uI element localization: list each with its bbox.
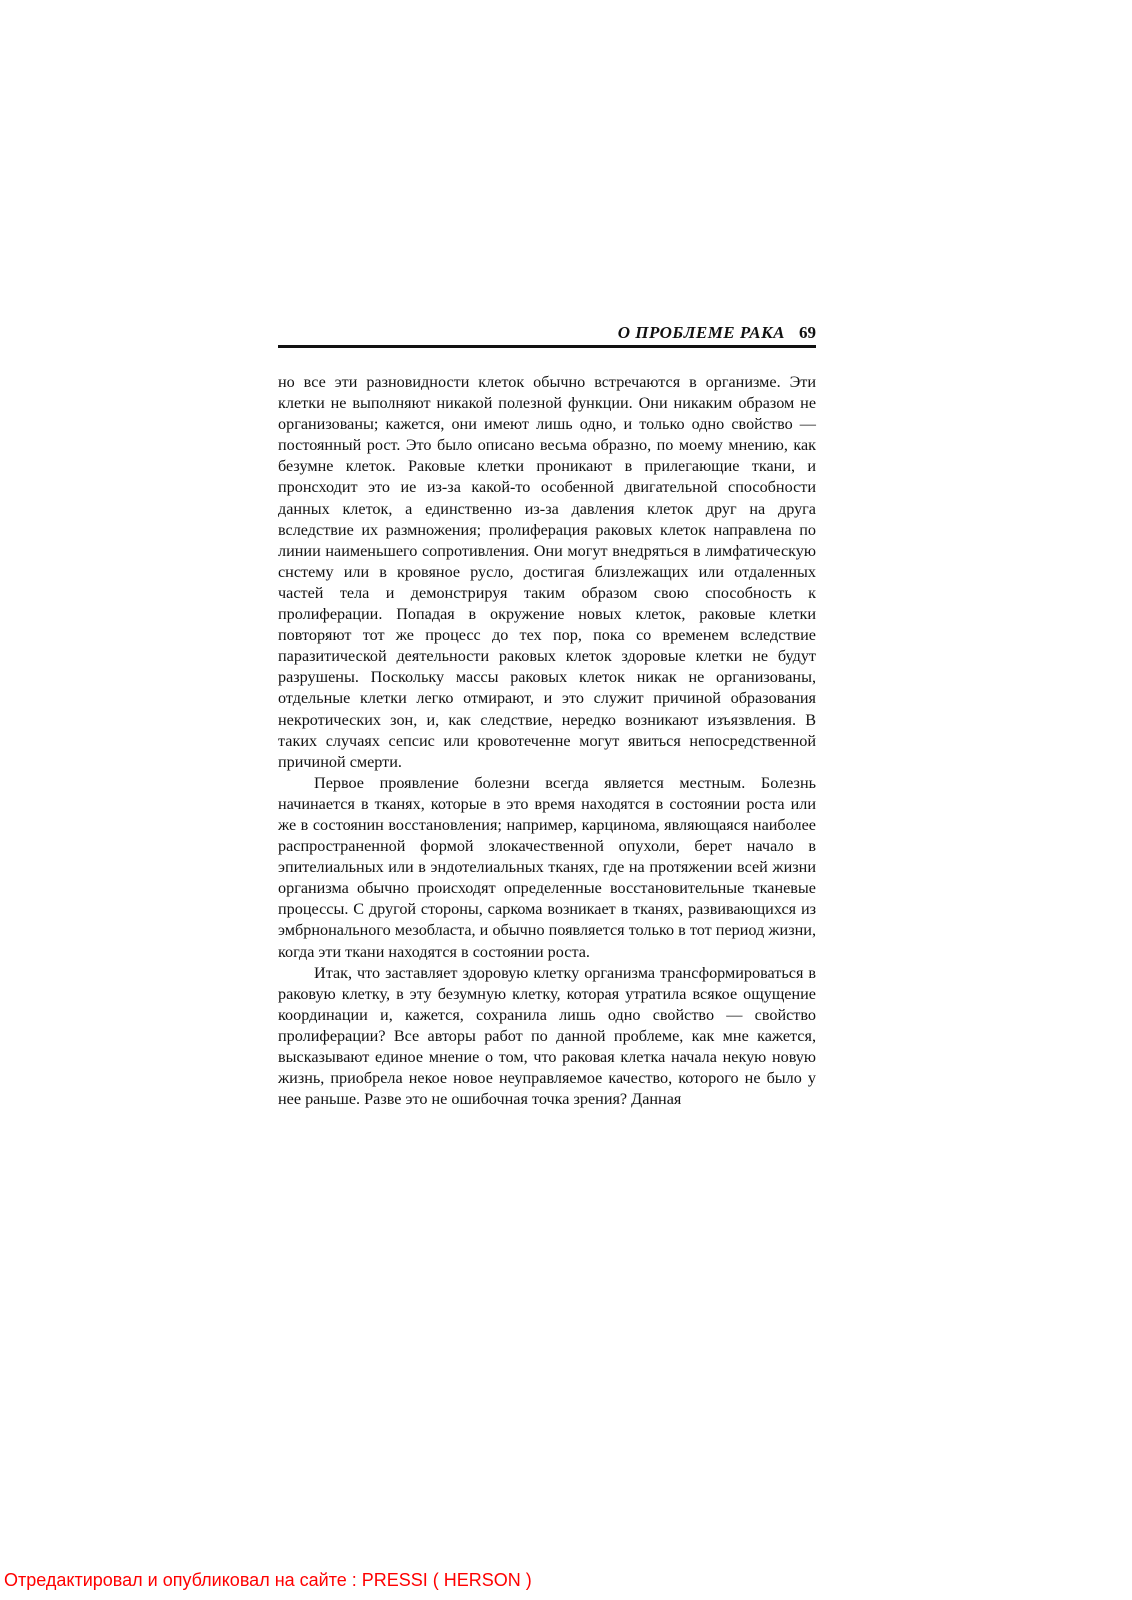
body-text [278, 372, 816, 1110]
page-number: 69 [799, 323, 816, 342]
running-title: О ПРОБЛЕМЕ РАКА [617, 323, 785, 342]
publisher-credit: Отредактировал и опубликовал на сайте : PRESSI ( HERSON ) [4, 1570, 532, 1590]
paragraph: Итак, что заставляет здоровую клетку организма трансформироваться в раковую клетку, в эту безумную клетку, которая утратила всякое ощущение координации и, кажется, сохранила лишь одно свойство — свойство пролиферации? Все авторы работ по данной проблеме, как мне кажется, высказывают единое мнение о том, что раковая клетка начала некую новую жизнь, приобрела некое новое неуправляемое качество, которого не было у нее раньше. Разве это не ошибочная точка зрения? Данная [278, 963, 816, 1109]
page-header [278, 318, 816, 348]
paragraph: но все эти разновидности клеток обычно встречаются в организме. Эти клетки не выполняют никакой полезной функции. Они никаким образом не организованы; кажется, они имеют лишь одно, и только одно свойство — постоянный рост. Это было описано весьма образно, по моему мнению, как безумне клеток. Раковые клетки проникают в прилегающие ткани, и пронсходит это ие из-за какой-то особенной двигательной способности данных клеток, а единственно из-за давления клеток друг на друга вследствие их размножения; пролиферация раковых клеток направлена по линии наименьшего сопротивления. Они могут внедряться в лимфатическую снстему или в кровяное русло, достигая близлежащих или отдаленных частей тела и демонстрируя таким образом свою способность к пролиферации. Попадая в окружение новых клеток, раковые клетки повторяют тот же процесс до тех пор, пока со временем вследствие паразитической деятельности раковых клеток здоровые клетки не будут разрушены. Поскольку массы раковых клеток никак не организованы, отдельные клетки легко отмирают, и это служит причиной образования некротических зон, и, как следствие, нередко возникают изъязвления. В таких случаях сепсис или кровотеченне могут явиться непосредственной причиной смерти. [278, 373, 816, 771]
paragraph: Первое проявление болезни всегда является местным. Болезнь начинается в тканях, которые в это время находятся в состоянии роста или же в состоянин восстановления; например, карцинома, являющаяся наиболее распространенной формой злокачественной опухоли, берет начало в эпителиальных или в эндотелиальных тканях, где на протяжении всей жизни организма обычно происходят определенные восстановительные тканевые процессы. С другой стороны, саркома возникает в тканях, развивающихся из эмбрнонального мезобласта, и обычно появляется только в тот период жизни, когда эти ткани находятся в состоянии роста. [278, 773, 816, 961]
